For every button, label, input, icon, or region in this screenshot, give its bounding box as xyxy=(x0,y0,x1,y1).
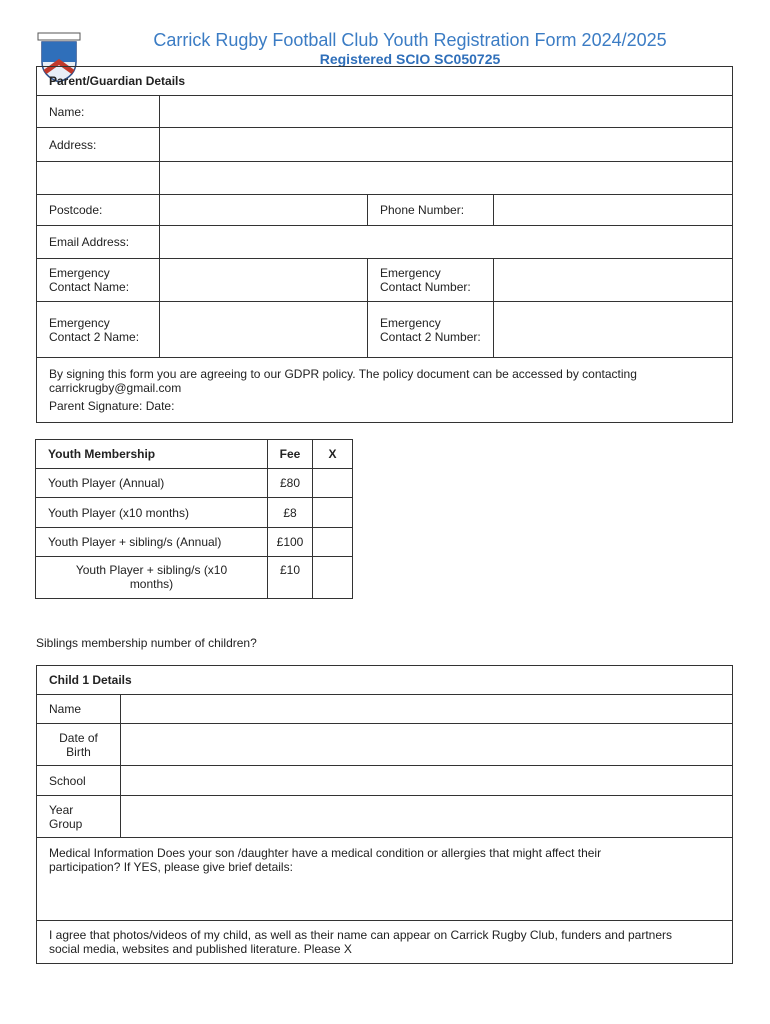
postcode-field[interactable] xyxy=(160,195,368,226)
address-label: Address: xyxy=(37,128,160,162)
dob-label: Date of Birth xyxy=(37,724,121,766)
year-group-field[interactable] xyxy=(121,796,733,838)
membership-checkbox[interactable] xyxy=(313,528,353,557)
membership-fee: £80 xyxy=(268,469,313,498)
membership-checkbox[interactable] xyxy=(313,469,353,498)
emergency2-name-field[interactable] xyxy=(160,302,368,358)
phone-field[interactable] xyxy=(494,195,733,226)
membership-item: Youth Player (x10 months) xyxy=(36,498,268,528)
address-field-1[interactable] xyxy=(160,128,733,162)
phone-label: Phone Number: xyxy=(368,195,494,226)
membership-col-x: X xyxy=(313,440,353,469)
child-name-label: Name xyxy=(37,695,121,724)
emergency-number-label: Emergency Contact Number: xyxy=(368,259,494,302)
child-name-field[interactable] xyxy=(121,695,733,724)
membership-col-item: Youth Membership xyxy=(36,440,268,469)
gdpr-text: By signing this form you are agreeing to our GDPR policy. The policy document can be accessed by contacting carrickrugby@gmail.com xyxy=(49,367,637,395)
membership-checkbox[interactable] xyxy=(313,557,353,599)
medical-info-cell[interactable]: Medical Information Does your son /daughter have a medical condition or allergies that might affect their participation? If YES, please give brief details: xyxy=(37,838,733,921)
address-field-2[interactable] xyxy=(160,162,733,195)
school-field[interactable] xyxy=(121,766,733,796)
gdpr-signature-cell xyxy=(37,358,733,423)
parent-name-field[interactable] xyxy=(160,96,733,128)
signature-text: Parent Signature: Date: xyxy=(49,399,175,413)
form-title: Carrick Rugby Football Club Youth Registration Form 2024/2025 xyxy=(153,30,667,50)
email-field[interactable] xyxy=(160,226,733,259)
school-label: School xyxy=(37,766,121,796)
emergency-number-field[interactable] xyxy=(494,259,733,302)
membership-table xyxy=(35,439,353,599)
form-subtitle: Registered SCIO SC050725 xyxy=(319,51,501,67)
membership-fee: £8 xyxy=(268,498,313,528)
address-blank-label xyxy=(37,162,160,195)
photo-consent-cell[interactable]: I agree that photos/videos of my child, as well as their name can appear on Carrick Rugby Club, funders and partners social media, websites and published literature. Please X xyxy=(37,921,733,964)
membership-item: Youth Player + sibling/s (x10 months) xyxy=(36,557,268,599)
membership-fee: £100 xyxy=(268,528,313,557)
membership-item: Youth Player (Annual) xyxy=(36,469,268,498)
emergency-name-field[interactable] xyxy=(160,259,368,302)
emergency2-name-label: Emergency Contact 2 Name: xyxy=(37,302,160,358)
membership-checkbox[interactable] xyxy=(313,498,353,528)
child-details-heading: Child 1 Details xyxy=(37,666,733,695)
year-group-label: Year Group xyxy=(37,796,121,838)
parent-name-label: Name: xyxy=(37,96,160,128)
child-details-table xyxy=(36,665,733,964)
membership-fee: £10 xyxy=(268,557,313,599)
email-label: Email Address: xyxy=(37,226,160,259)
siblings-question: Siblings membership number of children? xyxy=(36,636,257,650)
emergency2-number-field[interactable] xyxy=(494,302,733,358)
parent-details-table xyxy=(36,66,733,423)
membership-col-fee: Fee xyxy=(268,440,313,469)
dob-field[interactable] xyxy=(121,724,733,766)
postcode-label: Postcode: xyxy=(37,195,160,226)
membership-item: Youth Player + sibling/s (Annual) xyxy=(36,528,268,557)
parent-details-heading: Parent/Guardian Details xyxy=(37,67,733,96)
emergency-name-label: Emergency Contact Name: xyxy=(37,259,160,302)
emergency2-number-label: Emergency Contact 2 Number: xyxy=(368,302,494,358)
